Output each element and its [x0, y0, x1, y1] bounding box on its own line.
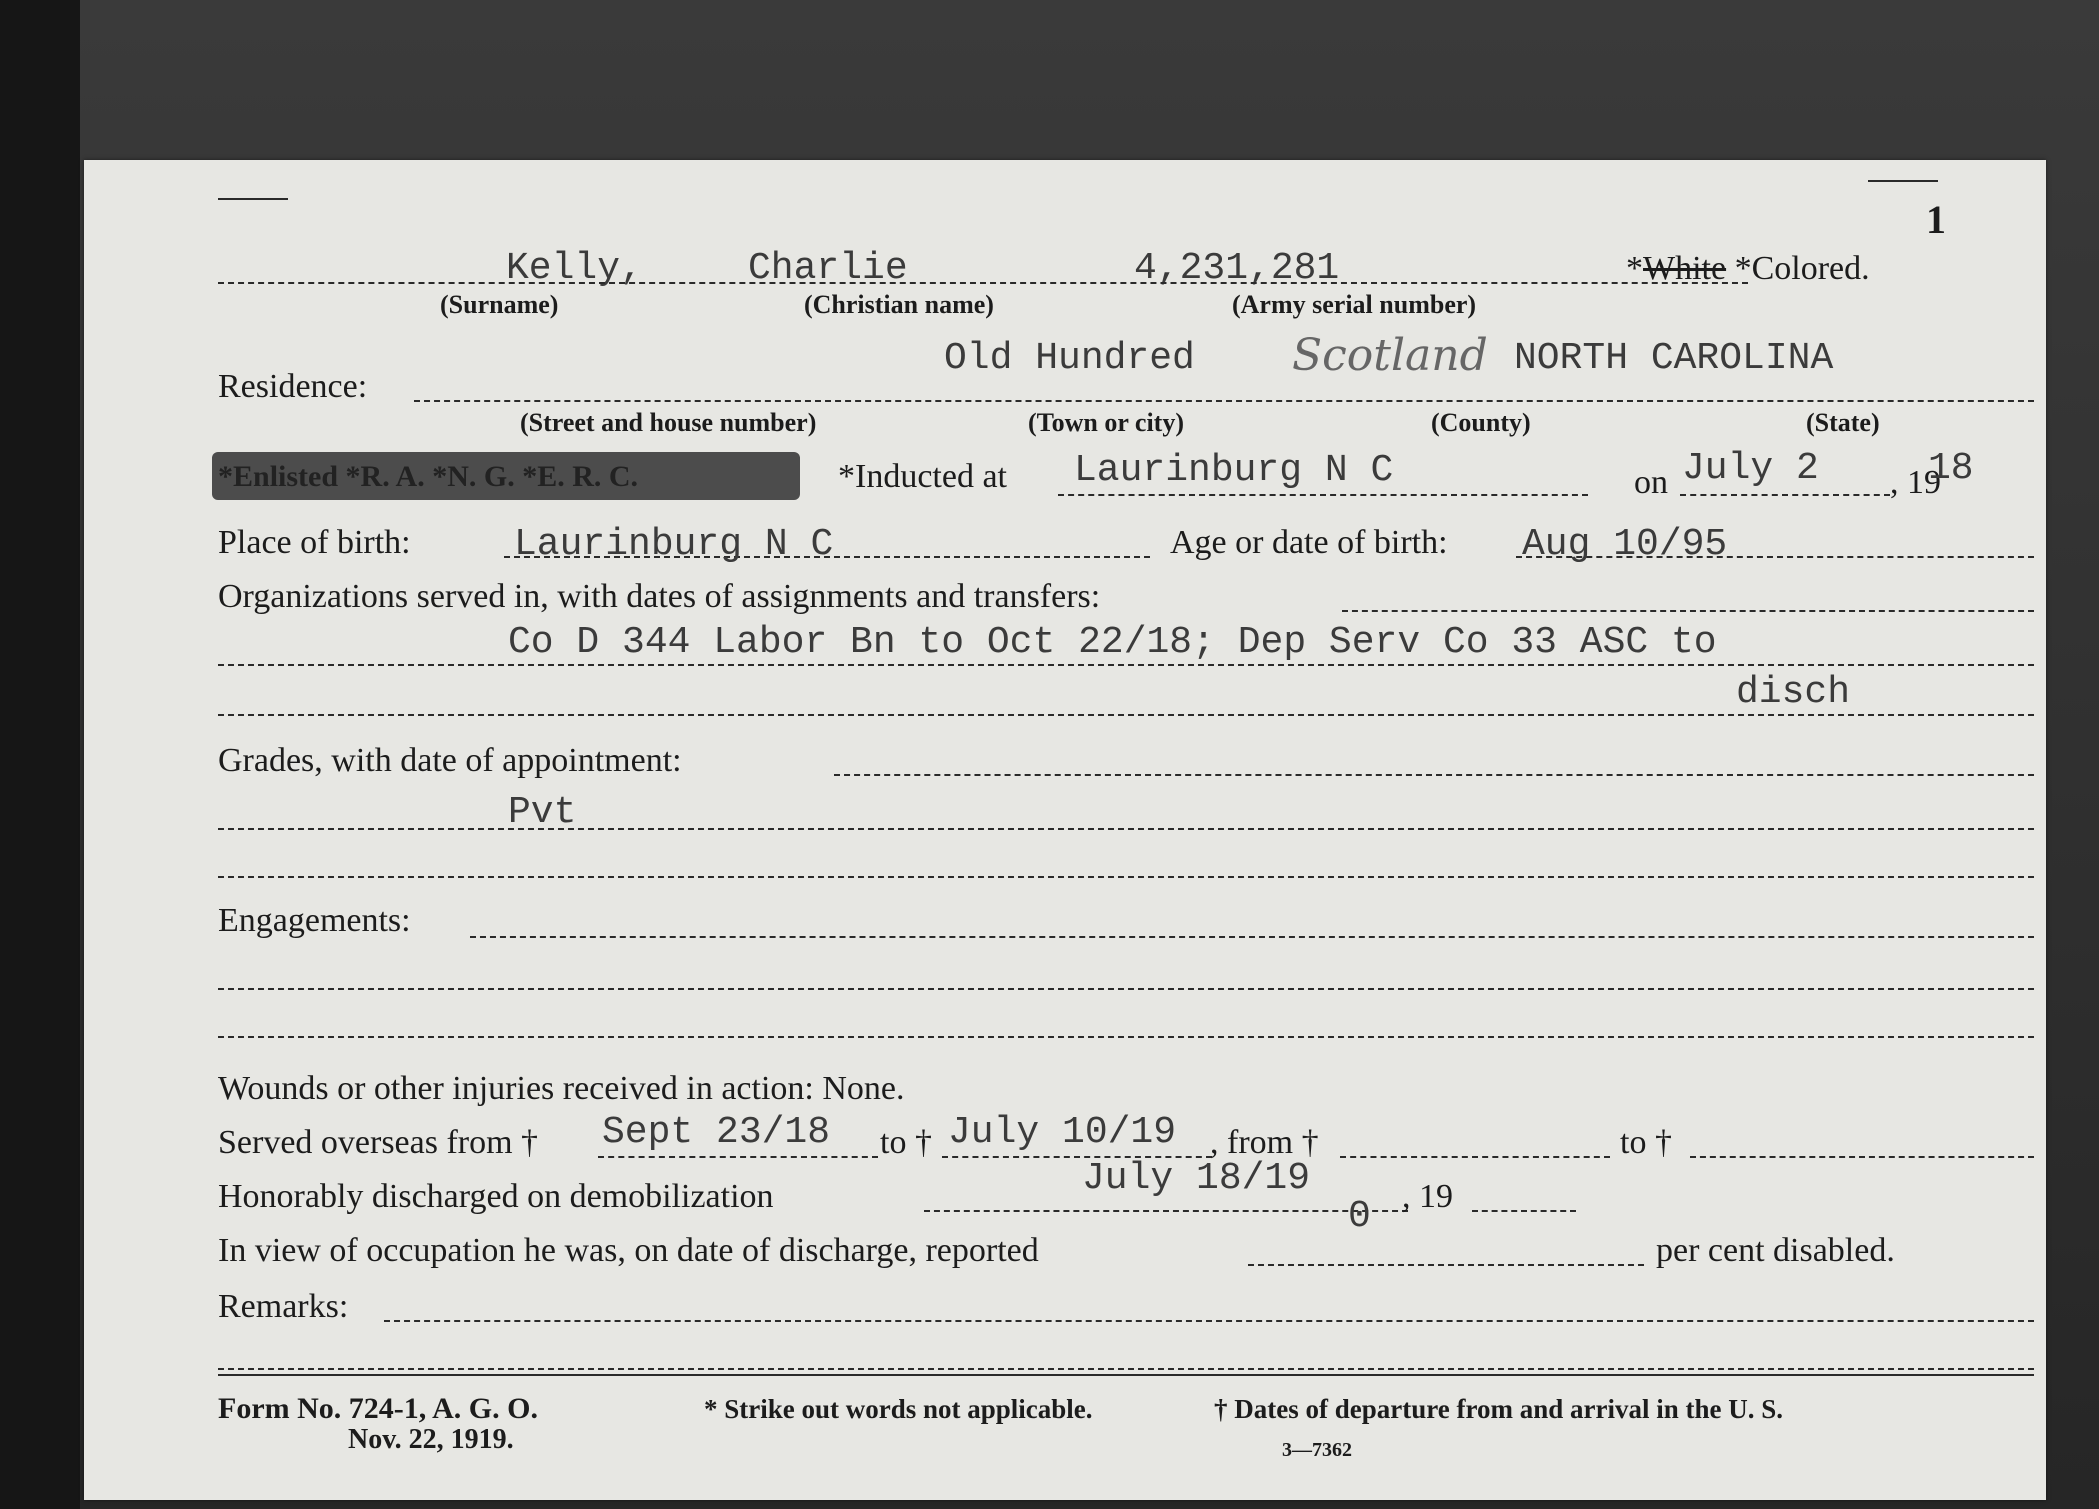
form-number: Form No. 724-1, A. G. O.	[218, 1392, 538, 1425]
disability-suffix: per cent disabled.	[1656, 1232, 1895, 1269]
inducted-year-value: 18	[1928, 447, 1974, 490]
engagements-line-0	[470, 936, 2034, 938]
race-colored: Colored.	[1751, 250, 1870, 287]
remarks-line-1	[218, 1368, 2034, 1370]
inducted-date-value: July 2	[1682, 447, 1819, 490]
engagements-line-2	[218, 1036, 2034, 1038]
inducted-value: Laurinburg N C	[1074, 449, 1394, 492]
christian-name-value: Charlie	[748, 247, 908, 290]
discharge-line	[924, 1210, 1408, 1212]
inducted-label: *Inducted at	[838, 458, 1007, 495]
street-caption: (Street and house number)	[520, 408, 817, 437]
overseas-from2-line	[1340, 1156, 1610, 1158]
age-value: Aug 10/95	[1522, 523, 1728, 566]
service-record-card	[84, 160, 2046, 1500]
discharge-year-line	[1472, 1210, 1576, 1212]
residence-label: Residence:	[218, 368, 368, 405]
town-value: Old Hundred	[944, 337, 1195, 380]
place-of-birth-label: Place of birth:	[218, 524, 411, 561]
grades-line-1	[218, 828, 2034, 830]
grades-line-2	[218, 876, 2034, 878]
grades-line-0	[834, 774, 2034, 776]
organizations-line-1	[218, 664, 2034, 666]
surname-caption: (Surname)	[440, 290, 559, 319]
organizations-value-line2: disch	[1736, 671, 1851, 714]
state-caption: (State)	[1806, 408, 1880, 437]
footer-rule	[218, 1374, 2034, 1376]
place-of-birth-value: Laurinburg N C	[514, 523, 834, 566]
scan-left-edge	[0, 0, 80, 1509]
race-white-struck: White	[1643, 250, 1727, 287]
overseas-to-value: July 10/19	[948, 1111, 1177, 1154]
discharge-year-label: , 19	[1402, 1178, 1453, 1215]
organizations-line-0	[1342, 610, 2034, 612]
disability-label: In view of occupation he was, on date of discharge, reported	[218, 1232, 1039, 1269]
wounds-label: Wounds or other injuries received in action: None.	[218, 1070, 905, 1107]
overseas-to2-label: to †	[1620, 1124, 1672, 1161]
overseas-from2-label: , from †	[1210, 1124, 1319, 1161]
engagements-line-1	[218, 988, 2034, 990]
overseas-from-value: Sept 23/18	[602, 1111, 831, 1154]
discharge-value: July 18/19	[1082, 1157, 1311, 1200]
grades-value: Pvt	[508, 791, 577, 834]
residence-line	[414, 400, 2034, 402]
grades-label: Grades, with date of appointment:	[218, 742, 682, 779]
age-label: Age or date of birth:	[1170, 524, 1448, 561]
state-value: NORTH CAROLINA	[1514, 337, 1834, 380]
inducted-line	[1058, 494, 1588, 496]
christian-name-caption: (Christian name)	[804, 290, 994, 319]
organizations-line-2	[218, 714, 2034, 716]
discharge-label: Honorably discharged on demobilization	[218, 1178, 774, 1215]
remarks-label: Remarks:	[218, 1288, 349, 1325]
on-label: on	[1634, 464, 1668, 501]
town-caption: (Town or city)	[1028, 408, 1184, 437]
disability-value: 0	[1348, 1195, 1371, 1238]
enlisted-options: *Enlisted *R. A. *N. G. *E. R. C.	[218, 460, 639, 493]
overseas-to2-line	[1690, 1156, 2034, 1158]
year-prefix: , 19	[1890, 464, 1941, 501]
strike-note: * Strike out words not applicable.	[704, 1394, 1093, 1424]
overseas-to-label: to †	[880, 1124, 932, 1161]
disability-line	[1248, 1264, 1644, 1266]
organizations-value-line1: Co D 344 Labor Bn to Oct 22/18; Dep Serv Co 33 ASC to	[508, 621, 1717, 664]
form-date: Nov. 22, 1919.	[348, 1424, 514, 1455]
serial-number-caption: (Army serial number)	[1232, 290, 1477, 319]
county-value: Scotland	[1292, 330, 1488, 381]
race-options: *White *Colored.	[1626, 250, 1870, 287]
county-caption: (County)	[1431, 408, 1531, 437]
serial-number-value: 4,231,281	[1134, 247, 1340, 290]
organizations-label: Organizations served in, with dates of assignments and transfers:	[218, 578, 1101, 615]
overseas-from-line	[598, 1156, 878, 1158]
name-line	[218, 282, 1748, 284]
card-number: 1	[1926, 197, 1946, 242]
top-right-rule	[1868, 180, 1938, 182]
top-left-rule	[218, 198, 288, 200]
overseas-from-label: Served overseas from †	[218, 1124, 539, 1161]
engagements-label: Engagements:	[218, 902, 411, 939]
print-code: 3—7362	[1282, 1439, 1352, 1461]
surname-value: Kelly,	[506, 247, 643, 290]
date-line	[1680, 494, 1890, 496]
dates-note: † Dates of departure from and arrival in the U. S.	[1214, 1394, 1783, 1424]
remarks-line-0	[384, 1320, 2034, 1322]
